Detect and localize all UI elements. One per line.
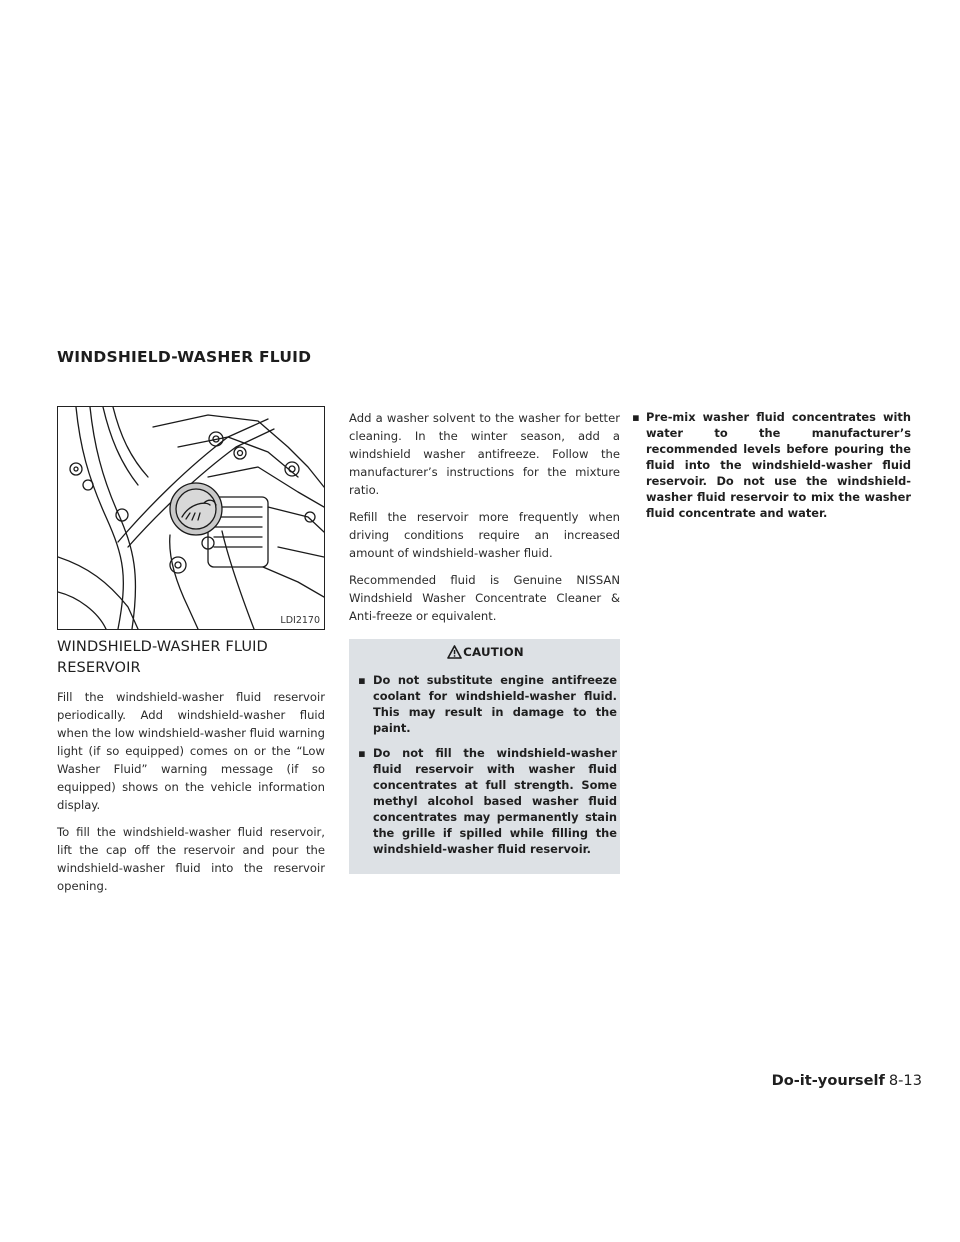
list-item [354,672,617,736]
column-2 [349,409,620,874]
paragraph: Fill the windshield-washer fluid reservoir periodically. Add windshield-washer fluid when the low windshield-washer fluid warning light (if so equipped) comes on or the “Low Washer Fluid” warning message (if so equipped) shows on the vehicle information display. [57,690,326,812]
caution-box [349,639,620,874]
section-title: WINDSHIELD-WASHER FLUID [57,348,312,366]
warning-triangle-icon [447,645,462,662]
subheading: WINDSHIELD-WASHER FLUID RESERVOIR [57,638,268,676]
bullet-icon: ▪ [358,746,366,760]
list-item-text: Pre-mix washer fluid concentrates with water to the manufacturer’s recommended levels before pouring the fluid into the windshield-washer fluid reservoir. Do not use the windshield-washer fluid reservoir to mix the washer fluid concentrate and water. [646,410,911,520]
bullet-icon: ▪ [632,410,640,424]
caution-list [354,672,617,857]
caution-label: CAUTION [463,645,524,659]
paragraph: Add a washer solvent to the washer for better cleaning. In the winter season, add a windshield washer antifreeze. Follow the manufacturer’s instructions for the mixture ratio. [349,411,620,497]
figure-code: LDI2170 [280,615,320,626]
caution-heading [354,645,617,662]
bullet-icon: ▪ [358,673,366,687]
paragraph: Recommended fluid is Genuine NISSAN Windshield Washer Concentrate Cleaner & Anti-freeze or equivalent. [349,573,620,623]
column-3 [628,409,911,530]
list-item-text: Do not substitute engine antifreeze coolant for windshield-washer fluid. This may result in damage to the paint. [373,673,617,735]
page-footer [772,1072,922,1089]
engine-bay-figure [57,406,325,630]
list-item [354,745,617,857]
list-item [628,409,911,521]
caution-list-continued [628,409,911,521]
washer-reservoir-illustration [58,407,324,629]
paragraph: To fill the windshield-washer fluid reservoir, lift the cap off the reservoir and pour the windshield-washer fluid into the reservoir opening. [57,825,325,893]
paragraph: Refill the reservoir more frequently when driving conditions require an increased amount of windshield-washer fluid. [349,510,620,560]
list-item-text: Do not fill the windshield-washer fluid reservoir with washer fluid concentrates at full strength. Some methyl alcohol based washer fluid concentrates may permanently stain the grille if spilled while filling the windshield-washer fluid reservoir. [373,746,617,856]
footer-section: Do-it-yourself [771,1072,885,1089]
column-1 [57,636,325,904]
page-number: 8-13 [888,1072,922,1089]
